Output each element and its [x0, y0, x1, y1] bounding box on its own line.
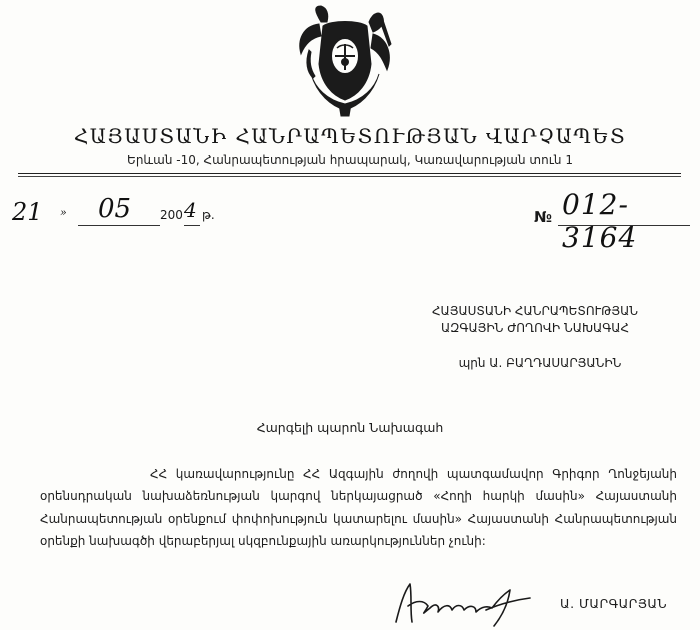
date-month: 05 [98, 194, 132, 224]
letterhead-rule-thick [18, 173, 681, 174]
document-number-underline [558, 225, 690, 226]
document-number-label: № [534, 208, 553, 226]
date-year-underline [184, 225, 200, 226]
recipient-block [395, 303, 675, 337]
letterhead-address: Երևան -10, Հանրապետության հրապարակ, Կառավարության տուն 1 [127, 153, 573, 167]
letterhead-rule-thin [18, 176, 681, 177]
letter-body: ՀՀ կառավարությունը ՀՀ Ազգային ժողովի պատգամավոր Գրիգոր Ղոնջեյանի օրենսդրական նախաձեռնության կարգով ներկայացրած «Հողի հարկի մասին» Հայաստանի Հանրապետության օրենքում փոփոխություն կատարելու մասին» Հայաստանի Հանրապետության օրենքի նախագծի վերաբերյալ սկզբունքային առարկություններ չունի: [40, 467, 677, 549]
date-year-suffix: 4 [184, 198, 197, 222]
recipient-name: պրն Ա. ԲԱՂԴԱՍԱՐՅԱՆԻՆ [458, 356, 622, 370]
date-year-abbrev: թ. [202, 208, 215, 222]
date-day: 21 [12, 198, 43, 226]
date-year-prefix: 200 [160, 208, 183, 222]
document-date [10, 192, 310, 232]
signatory-name: Ա. ՄԱՐԳԱՐՅԱՆ [560, 596, 668, 611]
document-number [530, 188, 695, 254]
handwritten-signature [390, 570, 550, 630]
date-month-underline [78, 225, 160, 226]
date-quote: » [60, 206, 67, 219]
document-number-value: 012-3164 [562, 188, 638, 254]
letterhead-title: ՀԱՅԱՍՏԱՆԻ ՀԱՆՐԱՊԵՏՈՒԹՅԱՆ ՎԱՐՉԱՊԵՏ [73, 124, 627, 148]
recipient-line1: ՀԱՅԱՍՏԱՆԻ ՀԱՆՐԱՊԵՏՈՒԹՅԱՆ [431, 304, 639, 318]
recipient-line2: ԱԶԳԱՅԻՆ ԺՈՂՈՎԻ ՆԱԽԱԳԱՀ [440, 321, 630, 335]
salutation: Հարգելի պարոն Նախագահ [256, 420, 444, 435]
coat-of-arms-emblem [291, 4, 399, 118]
